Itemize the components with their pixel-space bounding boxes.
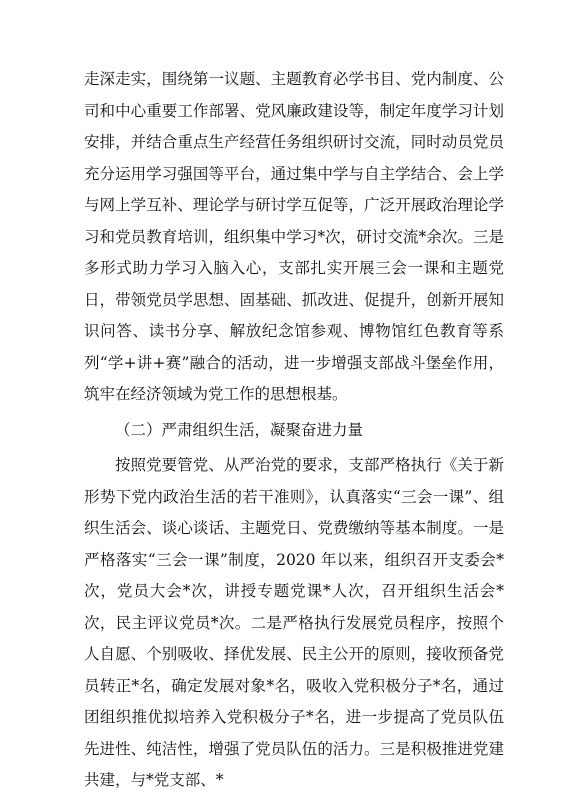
body-paragraph: 走深走实，围绕第一议题、主题教育必学书目、党内制度、公司和中心重要工作部署、党风廉政建设等，制定年度学习计划安排，并结合重点生产经营任务组织研讨交流，同时动员党员充分运用学习强国等平台，通过集中学与自主学结合、会上学与网上学互补、理论学与研讨学互促等，广泛开展政治理论学习和党员教育培训，组织集中学习*次，研讨交流*余次。三是多形式助力学习入脑入心，支部扎实开展三会一课和主题党日，带领党员学思想、固基础、抓改进、促提升，创新开展知识问答、读书分享、解放纪念馆参观、博物馆红色教育等系列“学+讲+赛”融合的活动，进一步增强支部战斗堡垒作用，筑牢在经济领域为党工作的思想根基。 [84,70,504,403]
document-page [84,64,504,797]
section-heading: （二）严肃组织生活，凝聚奋进力量 [115,420,364,439]
body-paragraph: 按照党要管党、从严治党的要求，支部严格执行《关于新形势下党内政治生活的若干准则》，认真落实“三会一课”、组织生活会、谈心谈话、主题党日、党费缴纳等基本制度。一是严格落实“三会一课”制度，2020 年以来，组织召开支委会*次，党员大会*次，讲授专题党课*人次，召开组织生活会*次，民主评议党员*次。二是严格执行发展党员程序，按照个人自愿、个别吸收、择优发展、民主公开的原则，接收预备党员转正*名，确定发展对象*名，吸收入党积极分子*名，通过团组织推优拟培养入党积极分子*名，进一步提高了党员队伍先进性、纯洁性，增强了党员队伍的活力。三是积极推进党建共建，与*党支部、* [84,456,504,789]
